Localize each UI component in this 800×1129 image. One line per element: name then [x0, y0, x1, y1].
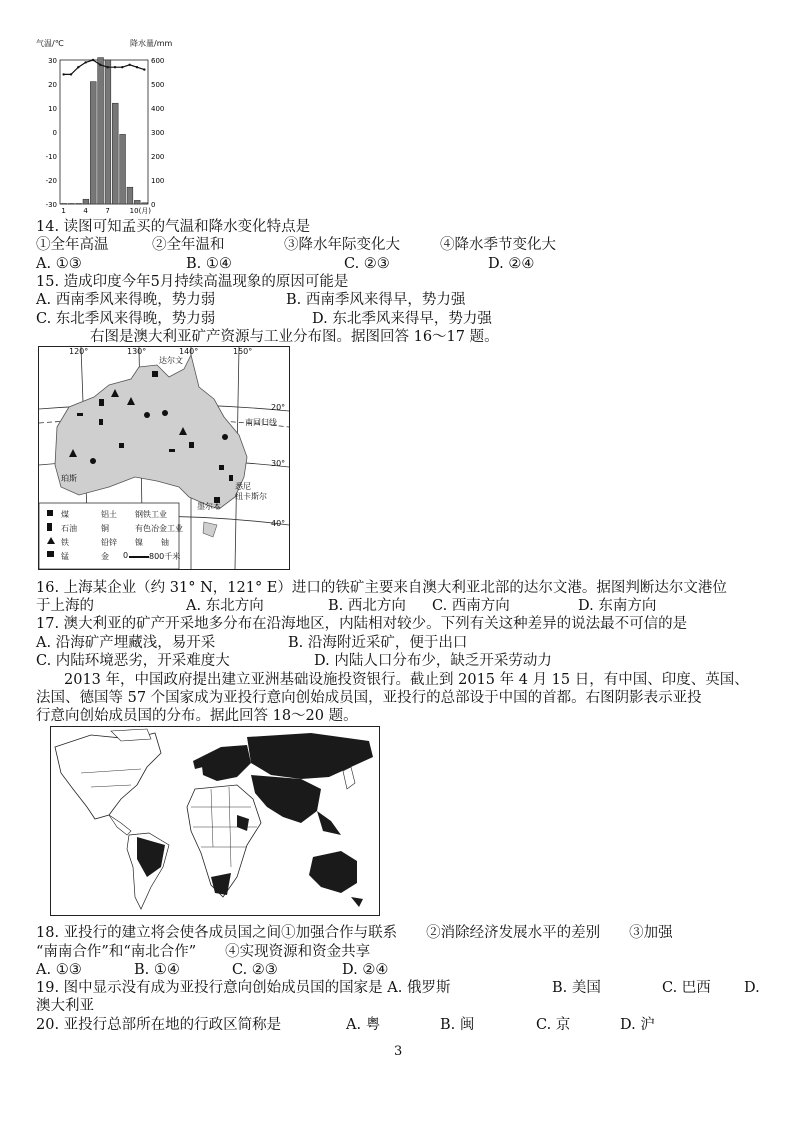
q18-option-b[interactable]: B. ①④: [134, 962, 180, 978]
precip-bar: [98, 58, 104, 204]
lat-40: 40°: [271, 519, 286, 528]
place-darwin: 达尔文: [159, 356, 183, 365]
precip-bar: [120, 134, 126, 204]
scale-0: 0: [123, 551, 129, 560]
temp-tick: 0: [52, 129, 57, 137]
place-newcastle: 纽卡斯尔: [235, 492, 267, 501]
legend-oil: 石油: [61, 524, 77, 533]
temp-point: [143, 68, 145, 70]
page-number: 3: [394, 1044, 403, 1059]
q16-option-a[interactable]: A. 东北方向: [186, 598, 264, 614]
q16-line1: 16. 上海某企业（约 31° N，121° E）进口的铁矿主要来自澳大利亚北部的达尔文港。据图判断达尔文港位: [36, 580, 727, 596]
q14-item-4: ④降水季节变化大: [440, 237, 556, 253]
q16-option-d[interactable]: D. 东南方向: [578, 598, 657, 614]
q15-option-a[interactable]: A. 西南季风来得晚，势力弱: [36, 292, 216, 308]
legend-swatch-oil: [47, 523, 52, 531]
month-tick: 1: [61, 207, 66, 215]
q20-option-d[interactable]: D. 沪: [620, 1017, 655, 1033]
legend-manganese: 锰: [61, 552, 69, 561]
q14-item-3: ③降水年际变化大: [284, 237, 400, 253]
temp-point: [92, 59, 94, 61]
q18-line2: “南南合作”和“南北合作” ④实现资源和资金共享: [36, 944, 371, 960]
legend-swatch-manganese: [47, 551, 54, 557]
scale-800: 800千米: [149, 552, 181, 561]
world-aiib-map: [50, 726, 380, 916]
world-map-svg: [51, 727, 379, 915]
q19-option-d-text: 澳大利亚: [36, 998, 94, 1014]
q16-option-c[interactable]: C. 西南方向: [432, 598, 510, 614]
q14-option-a[interactable]: A. ①③: [36, 256, 82, 272]
q19-stem: 19. 图中显示没有成为亚投行意向创始成员国的国家是 A. 俄罗斯: [36, 980, 451, 996]
legend-swatch-coal: [47, 510, 53, 516]
temp-point: [99, 64, 101, 66]
place-sydney: 悉尼: [235, 482, 251, 491]
q18-option-d[interactable]: D. ②④: [342, 962, 389, 978]
q16-option-b[interactable]: B. 西北方向: [328, 598, 406, 614]
q20-option-c[interactable]: C. 京: [536, 1017, 571, 1033]
temp-point: [121, 66, 123, 68]
q20-stem: 20. 亚投行总部所在地的行政区简称是: [36, 1017, 282, 1033]
q18-option-a[interactable]: A. ①③: [36, 962, 82, 978]
climate-chart: [36, 38, 196, 216]
precip-bar: [112, 103, 118, 204]
precip-tick: 0: [151, 201, 156, 209]
temp-tick: 20: [48, 81, 57, 89]
temp-point: [128, 64, 130, 66]
month-tick: 10(月): [129, 207, 152, 215]
precip-bar: [105, 60, 111, 204]
q15-stem: 15. 造成印度今年5月持续高温现象的原因可能是: [36, 274, 349, 290]
q19-option-b[interactable]: B. 美国: [552, 980, 601, 996]
precip-tick: 400: [151, 105, 165, 113]
q17-option-b[interactable]: B. 沿海附近采矿，便于出口: [288, 635, 468, 651]
precip-tick: 600: [151, 57, 165, 65]
legend-leadzinc: 铅锌: [101, 538, 117, 547]
q20-option-b[interactable]: B. 闽: [440, 1017, 475, 1033]
q20-option-a[interactable]: A. 粤: [346, 1017, 381, 1033]
month-tick: 4: [83, 207, 88, 215]
precip-tick: 100: [151, 177, 165, 185]
lon-140: 140°: [179, 347, 199, 356]
scale-bar: [129, 556, 149, 558]
q18-option-c[interactable]: C. ②③: [232, 962, 278, 978]
q17-stem: 17. 澳大利亚的矿产开采地多分布在沿海地区，内陆相对较少。下列有关这种差异的说法最不可信的是: [36, 616, 688, 632]
temp-point: [106, 66, 108, 68]
month-tick: 7: [105, 207, 110, 215]
legend-copper: 铜: [101, 524, 109, 533]
lat-30: 30°: [271, 459, 286, 468]
q19-option-c[interactable]: C. 巴西: [662, 980, 711, 996]
legend-iron: 铁: [61, 538, 69, 547]
precip-tick: 500: [151, 81, 165, 89]
q18-line1: 18. 亚投行的建立将会使各成员国之间①加强合作与联系 ②消除经济发展水平的差别 ③加强: [36, 925, 673, 941]
lon-120: 120°: [69, 347, 89, 356]
temp-axis-label: 气温/℃: [36, 39, 64, 48]
legend-steel: 钢铁工业: [135, 510, 167, 519]
legend-nonferrous: 有色冶金工业: [135, 524, 183, 533]
precip-bar: [90, 82, 96, 204]
intro-18-line2: 法国、德国等 57 个国家成为亚投行意向创始成员国，亚投行的总部设于中国的首都。右图阴影表示亚投: [36, 690, 702, 706]
intro-16-17: 右图是澳大利亚矿产资源与工业分布图。据图回答 16～17 题。: [90, 329, 499, 345]
lon-130: 130°: [127, 347, 147, 356]
q15-option-c[interactable]: C. 东北季风来得晚，势力弱: [36, 311, 216, 327]
q14-option-c[interactable]: C. ②③: [344, 256, 390, 272]
q14-option-b[interactable]: B. ①④: [186, 256, 232, 272]
q14-item-2: ②全年温和: [152, 237, 225, 253]
q17-option-d[interactable]: D. 内陆人口分布少，缺乏开采劳动力: [314, 653, 552, 669]
temp-line: [64, 60, 145, 74]
australia-map-svg: [39, 347, 289, 569]
precip-tick: 200: [151, 153, 165, 161]
temp-point: [84, 61, 86, 63]
intro-18-line1: 2013 年，中国政府提出建立亚洲基础设施投资银行。截止到 2015 年 4 月 15 日，有中国、印度、英国、: [64, 672, 749, 688]
temp-point: [70, 73, 72, 75]
precip-bar: [134, 200, 140, 204]
temp-point: [77, 66, 79, 68]
place-perth: 珀斯: [61, 474, 77, 483]
temp-tick: -30: [45, 201, 57, 209]
q17-option-c[interactable]: C. 内陆环境恶劣，开采难度大: [36, 653, 230, 669]
lat-20: 20°: [271, 403, 286, 412]
tropic-label: 南回归线: [245, 418, 277, 427]
australia-mineral-map: [38, 346, 290, 570]
q14-stem: 14. 读图可知孟买的气温和降水变化特点是: [36, 219, 311, 235]
precip-axis-label: 降水量/mm: [130, 39, 173, 48]
q14-item-1: ①全年高温: [36, 237, 109, 253]
temp-point: [114, 66, 116, 68]
temp-point: [136, 66, 138, 68]
temp-tick: -10: [45, 153, 57, 161]
q16-line2: 于上海的: [36, 598, 94, 614]
precip-tick: 300: [151, 129, 165, 137]
legend-swatch-iron: [47, 537, 55, 544]
temp-tick: -20: [45, 177, 57, 185]
legend-coal: 煤: [61, 510, 69, 519]
place-melbourne: 墨尔本: [197, 502, 221, 511]
q19-option-d[interactable]: D.: [744, 980, 760, 996]
climate-plot: [36, 38, 196, 216]
legend-nickel: 镍: [135, 538, 143, 547]
q15-option-b[interactable]: B. 西南季风来得早，势力强: [286, 292, 466, 308]
intro-18-line3: 行意向创始成员国的分布。据此回答 18～20 题。: [36, 708, 358, 724]
temp-tick: 30: [48, 57, 57, 65]
precip-bar: [142, 203, 148, 204]
precip-bar: [127, 187, 133, 204]
legend-uranium: 铀: [161, 538, 169, 547]
lon-150: 150°: [233, 347, 253, 356]
q14-option-d[interactable]: D. ②④: [488, 256, 535, 272]
q17-option-a[interactable]: A. 沿海矿产埋藏浅，易开采: [36, 635, 216, 651]
precip-bar: [83, 199, 89, 204]
legend-bauxite: 铝土: [101, 510, 117, 519]
temp-point: [62, 73, 64, 75]
plot-frame: [60, 60, 148, 204]
temp-tick: 10: [48, 105, 57, 113]
q15-option-d[interactable]: D. 东北季风来得早，势力强: [312, 311, 492, 327]
legend-gold: 金: [101, 552, 109, 561]
